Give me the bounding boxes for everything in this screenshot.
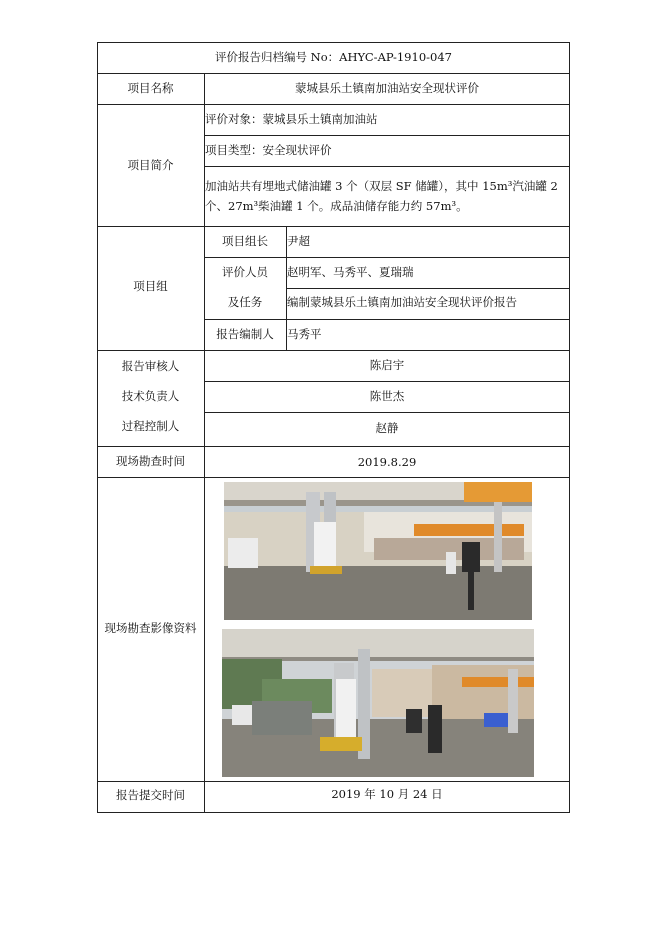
evaluators-value: 赵明军、马秀平、夏瑞瑞 (287, 265, 414, 279)
project-name-value: 蒙城县乐土镇南加油站安全现状评价 (295, 81, 479, 95)
compiler-label: 报告编制人 (216, 327, 274, 341)
archive-number: 评价报告归档编号 No：AHYC-AP-1910-047 (215, 50, 452, 64)
process-controller-label: 过程控制人 (121, 419, 180, 433)
project-type: 项目类型：安全现状评价 (205, 143, 332, 157)
evaluators-label: 评价人员 (222, 265, 268, 279)
row-divider (97, 73, 570, 74)
row-divider (286, 288, 570, 289)
table-border-bottom (97, 812, 570, 813)
group-leader-value: 尹超 (287, 234, 310, 248)
row-divider (204, 257, 570, 258)
row-divider (204, 319, 570, 320)
row-divider (97, 104, 570, 105)
gas-station-photo-1 (224, 482, 532, 620)
task-value: 编制蒙城县乐土镇南加油站安全现状评价报告 (287, 295, 517, 309)
project-description: 加油站共有埋地式储油罐 3 个（双层 SF 储罐），其中 15m³汽油罐 2 个、27m³柴油罐 1 个。成品油储存能力约 57m³。 (205, 179, 558, 213)
group-leader-label: 项目组长 (222, 234, 268, 248)
evaluation-object: 评价对象：蒙城县乐土镇南加油站 (205, 112, 378, 126)
survey-images-label: 现场勘查影像资料 (104, 621, 197, 635)
compiler-value: 马秀平 (287, 327, 322, 341)
survey-time-label: 现场勘查时间 (116, 454, 185, 468)
submit-time-label: 报告提交时间 (116, 788, 185, 802)
reviewer-value: 陈启宇 (369, 358, 405, 372)
process-controller-value: 赵静 (375, 421, 399, 435)
tech-lead-label: 技术负责人 (121, 389, 180, 403)
reviewer-label: 报告审核人 (121, 359, 180, 373)
row-divider (204, 412, 570, 413)
row-divider (204, 166, 570, 167)
project-intro-label: 项目简介 (127, 158, 174, 172)
project-name-label: 项目名称 (127, 81, 174, 95)
table-border-top (97, 42, 570, 43)
row-divider (204, 135, 570, 136)
row-divider (97, 781, 570, 782)
gas-station-photo-2 (222, 629, 534, 777)
project-group-label: 项目组 (133, 279, 168, 293)
tech-lead-value: 陈世杰 (369, 389, 405, 403)
submit-time-value: 2019 年 10 月 24 日 (331, 787, 443, 801)
row-divider (97, 477, 570, 478)
tasks-label: 及任务 (227, 295, 263, 309)
row-divider (97, 446, 570, 447)
survey-time-value: 2019.8.29 (357, 455, 417, 469)
row-divider (204, 381, 570, 382)
row-divider (97, 226, 570, 227)
row-divider (97, 350, 570, 351)
